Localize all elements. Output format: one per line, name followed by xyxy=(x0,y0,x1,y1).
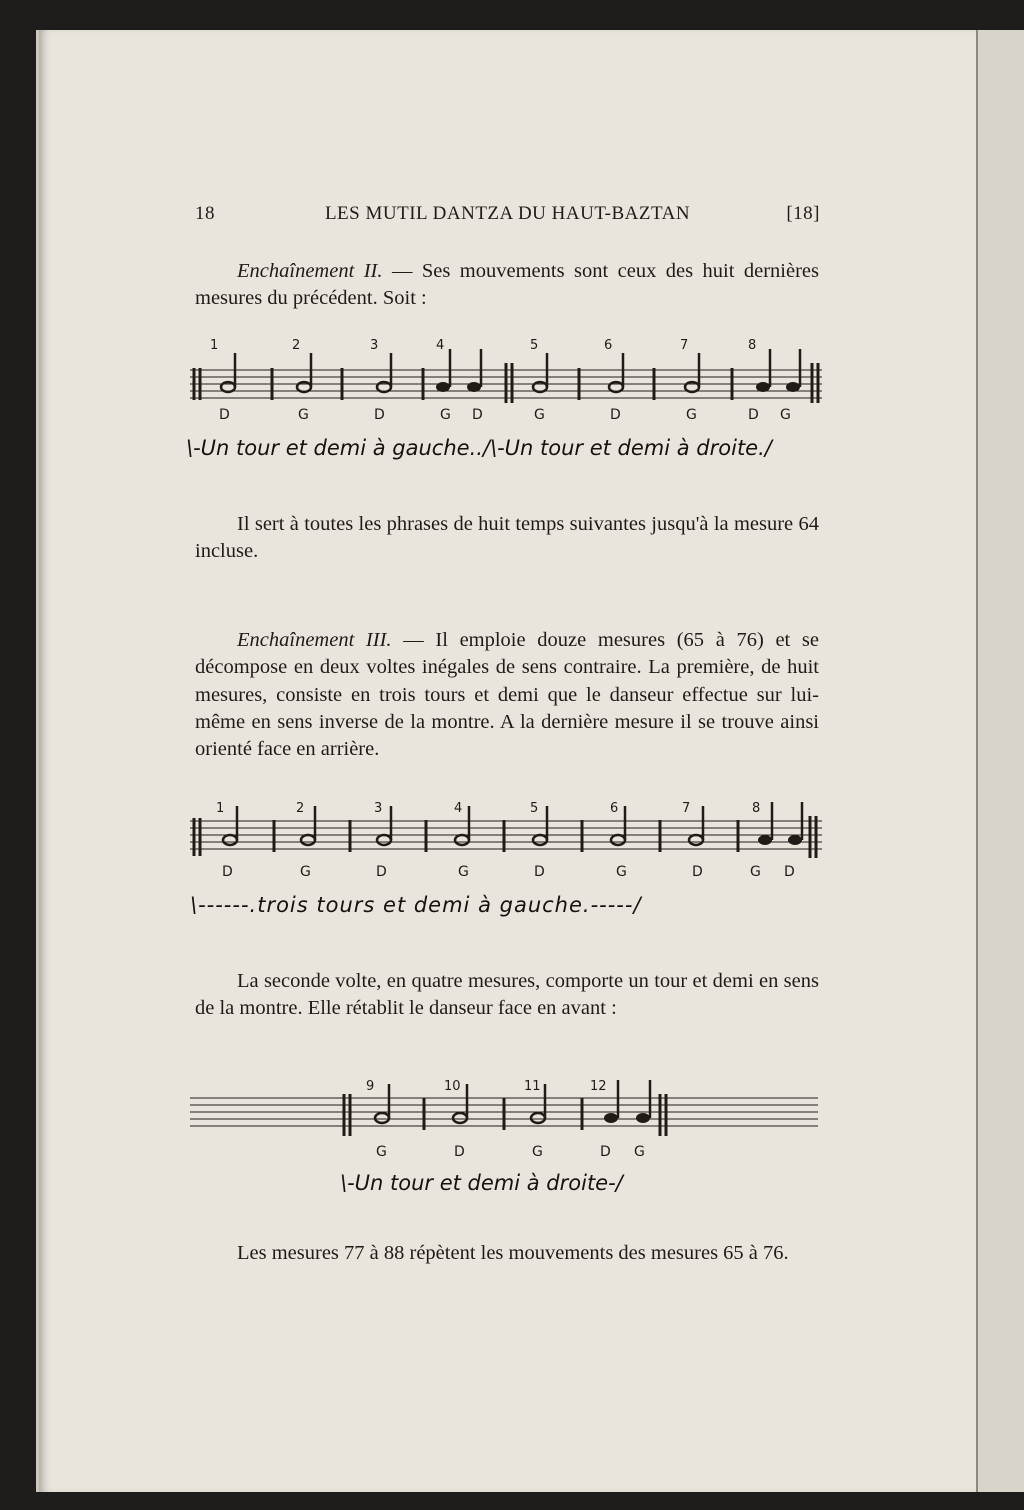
note-letter: G xyxy=(376,1144,387,1160)
note-letter: D xyxy=(374,407,385,423)
page-number: 18 xyxy=(195,203,215,224)
measure-number: 2 xyxy=(292,338,301,353)
paragraph-text: — Ses mouvements sont ceux des huit dernières mesures du précédent. Soit : xyxy=(195,260,820,310)
music-score-1 xyxy=(186,335,826,425)
paragraph-text: Les mesures 77 à 88 répètent les mouvements des mesures 65 à 76. xyxy=(237,1242,789,1264)
note-letter: G xyxy=(534,407,545,423)
note-letter: D xyxy=(534,864,545,880)
note-letter: G xyxy=(616,864,627,880)
measure-number: 6 xyxy=(610,801,619,816)
running-header xyxy=(195,203,820,229)
page-reference: [18] xyxy=(786,203,820,224)
measure-number: 3 xyxy=(370,338,379,353)
paragraph-text: La seconde volte, en quatre mesures, comporte un tour et demi en sens de la montre. Elle rétablit le danseur face en avant : xyxy=(195,970,819,1020)
note-letter: G xyxy=(532,1144,543,1160)
measure-number: 7 xyxy=(680,338,689,353)
score-3-staff xyxy=(186,1076,826,1160)
paragraph-enchainement-2 xyxy=(195,258,819,313)
measure-number: 3 xyxy=(374,801,383,816)
measure-number: 1 xyxy=(210,338,219,353)
score-1-staff xyxy=(186,335,826,425)
measure-number: 9 xyxy=(366,1079,375,1094)
note-letter: G xyxy=(458,864,469,880)
measure-number: 8 xyxy=(748,338,757,353)
measure-number: 5 xyxy=(530,801,539,816)
note-letter: G xyxy=(750,864,761,880)
paragraph-2 xyxy=(195,511,819,566)
note-letter: D xyxy=(784,864,795,880)
paragraph-text: — Il emploie douze mesures (65 à 76) et se décompose en deux voltes inégales de sens contraire. La première, de huit mesures, consiste en trois tours et demi que le danseur effectue sur lui-même en sens inverse de la montre. A la dernière mesure il se trouve ainsi orienté face en arrière. xyxy=(195,629,819,761)
note-letter: D xyxy=(219,407,230,423)
measure-number: 6 xyxy=(604,338,613,353)
score-1-caption: \-Un tour et demi à gauche../\-Un tour et demi à droite./ xyxy=(186,436,772,460)
note-letter: D xyxy=(454,1144,465,1160)
measure-number: 11 xyxy=(524,1079,541,1094)
note-letter: G xyxy=(634,1144,645,1160)
measure-number: 4 xyxy=(454,801,463,816)
measure-number: 5 xyxy=(530,338,539,353)
next-page-edge xyxy=(976,30,1024,1492)
paragraph-enchainement-3 xyxy=(195,627,819,763)
measure-number: 8 xyxy=(752,801,761,816)
note-letter: G xyxy=(686,407,697,423)
score-2-caption: \------.trois tours et demi à gauche.-----/ xyxy=(190,893,642,917)
section-heading: Enchaînement III. xyxy=(237,629,392,651)
note-letter: D xyxy=(472,407,483,423)
measure-number: 12 xyxy=(590,1079,607,1094)
note-letter: G xyxy=(300,864,311,880)
note-letter: D xyxy=(748,407,759,423)
paragraph-text: Il sert à toutes les phrases de huit temps suivantes jusqu'à la mesure 64 incluse. xyxy=(195,513,819,563)
measure-number: 7 xyxy=(682,801,691,816)
paragraph-5 xyxy=(195,1240,819,1267)
measure-number: 4 xyxy=(436,338,445,353)
running-title: LES MUTIL DANTZA DU HAUT-BAZTAN xyxy=(324,203,691,224)
section-heading: Enchaînement II. xyxy=(237,260,383,282)
paragraph-4 xyxy=(195,968,819,1023)
note-letter: D xyxy=(222,864,233,880)
note-letter: G xyxy=(780,407,791,423)
score-2-staff xyxy=(186,800,826,880)
note-letter: D xyxy=(376,864,387,880)
note-letter: G xyxy=(298,407,309,423)
note-letter: D xyxy=(610,407,621,423)
measure-number: 2 xyxy=(296,801,305,816)
music-score-3 xyxy=(186,1076,826,1160)
measure-number: 10 xyxy=(444,1079,461,1094)
score-3-caption: \-Un tour et demi à droite-/ xyxy=(340,1171,623,1195)
music-score-2 xyxy=(186,800,826,880)
note-letter: D xyxy=(600,1144,611,1160)
note-letter: G xyxy=(440,407,451,423)
note-letter: D xyxy=(692,864,703,880)
measure-number: 1 xyxy=(216,801,225,816)
